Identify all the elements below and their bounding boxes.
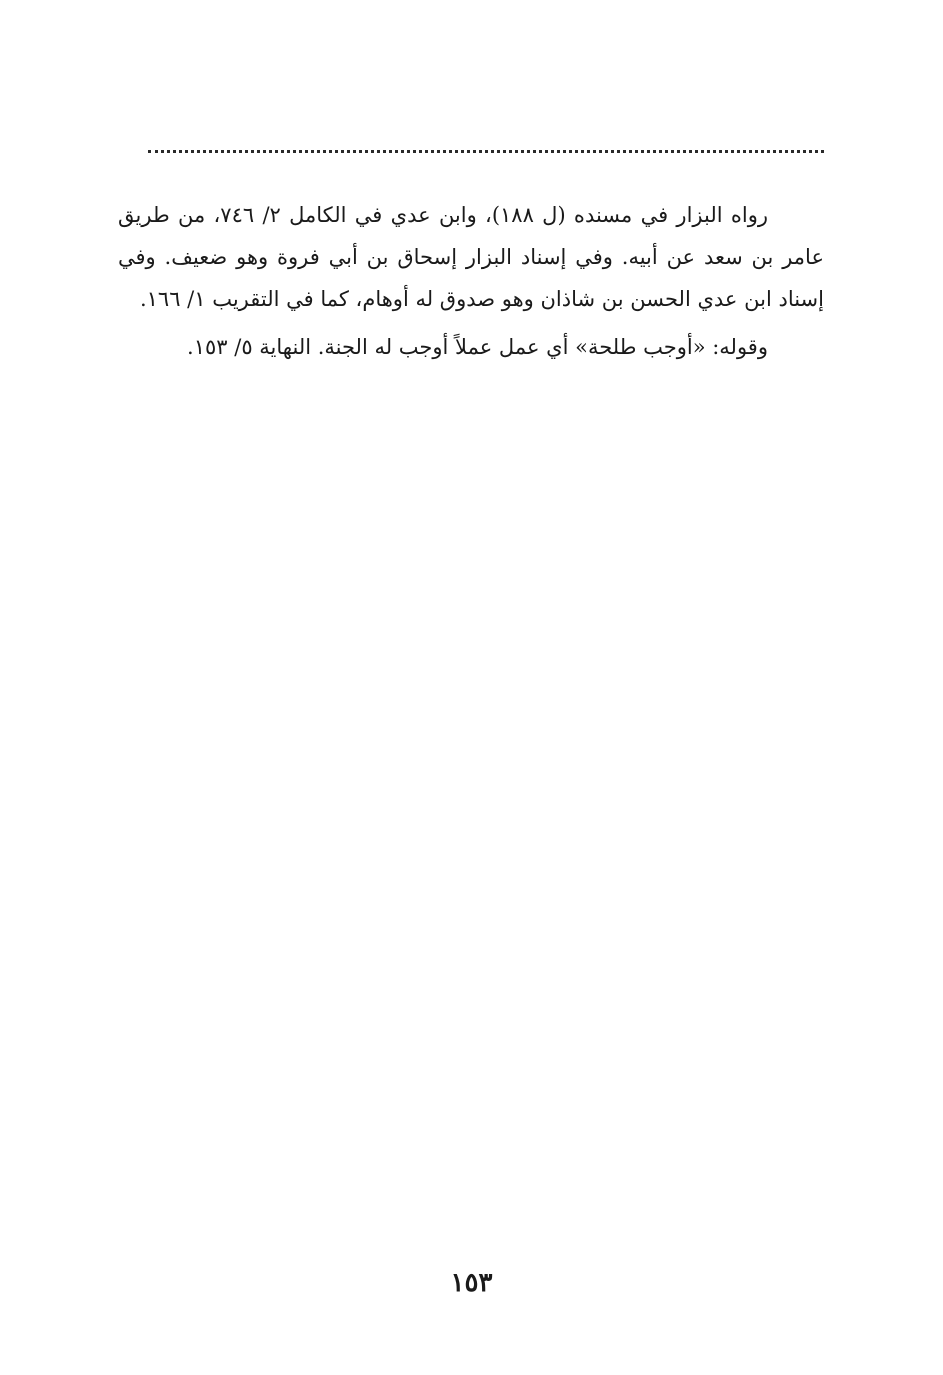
footnote-separator xyxy=(148,150,824,153)
page-number: ١٥٣ xyxy=(450,1268,493,1298)
footnote-hadith-source: رواه البزار في مسنده (ل ١٨٨)، وابن عدي في الكامل ٢/ ٧٤٦، من طريق عامر بن سعد عن أبيه. وفي إسناد البزار إسحاق بن أبي فروة وهو ضعيف. وفي إسناد ابن عدي الحسن بن شاذان وهو صدوق له أوهام، كما في التقريب ١/ ١٦٦. xyxy=(118,203,824,311)
footnotes-block xyxy=(118,194,824,368)
footnote-explanation: وقوله: «أوجب طلحة» أي عمل عملاً أوجب له الجنة. النهاية ٥/ ١٥٣. xyxy=(187,335,768,359)
